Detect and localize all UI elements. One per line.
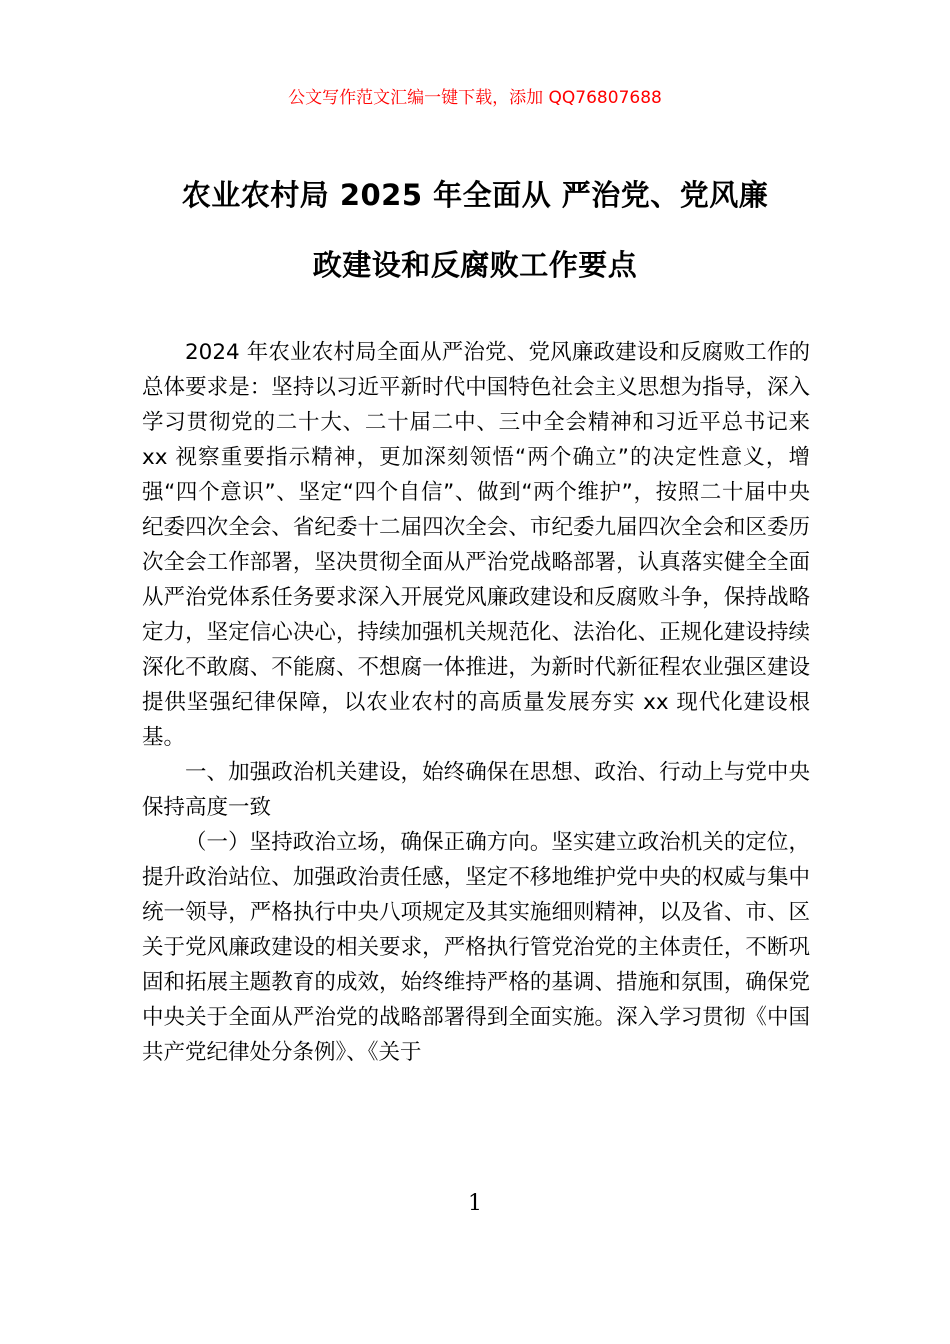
document-title-line-1: 农业农村局 2025 年全面从 严治党、党风廉 bbox=[181, 178, 769, 212]
document-body bbox=[142, 335, 810, 1070]
document-title-line-2: 政建设和反腐败工作要点 bbox=[312, 248, 638, 282]
intro-paragraph: 2024 年农业农村局全面从严治党、党风廉政建设和反腐败工作的总体要求是：坚持以习近平新时代中国特色社会主义思想为指导，深入学习贯彻党的二十大、二十届二中、三中全会精神和习近平总书记来 xx 视察重要指示精神，更加深刻领悟“两个确立”的决定性意义，增强“四个意识”、坚定“四个自信”、做到“两个维护”，按照二十届中央纪委四次全会、省纪委十二届四次全会、市纪委九届四次全会和区委历次全会工作部署，坚决贯彻全面从严治党战略部署，认真落实健全全面从严治党体系任务要求深入开展党风廉政建设和反腐败斗争，保持战略定力，坚定信心决心，持续加强机关规范化、法治化、正规化建设持续深化不敢腐、不能腐、不想腐一体推进，为新时代新征程农业强区建设提供坚强纪律保障，以农业农村的高质量发展夯实 xx 现代化建设根基。 bbox=[142, 340, 810, 750]
section-heading-1: 一、加强政治机关建设，始终确保在思想、政治、行动上与党中央保持高度一致 bbox=[142, 760, 810, 820]
subsection-paragraph-1: （一）坚持政治立场，确保正确方向。坚实建立政治机关的定位，提升政治站位、加强政治责任感，坚定不移地维护党中央的权威与集中统一领导，严格执行中央八项规定及其实施细则精神，以及省、市、区关于党风廉政建设的相关要求，严格执行管党治党的主体责任，不断巩固和拓展主题教育的成效，始终维持严格的基调、措施和氛围，确保党中央关于全面从严治党的战略部署得到全面实施。深入学习贯彻《中国共产党纪律处分条例》、《关于 bbox=[142, 830, 810, 1065]
page-number: 1 bbox=[468, 1191, 482, 1216]
download-banner: 公文写作范文汇编一键下载，添加 QQ76807688 bbox=[288, 88, 662, 108]
